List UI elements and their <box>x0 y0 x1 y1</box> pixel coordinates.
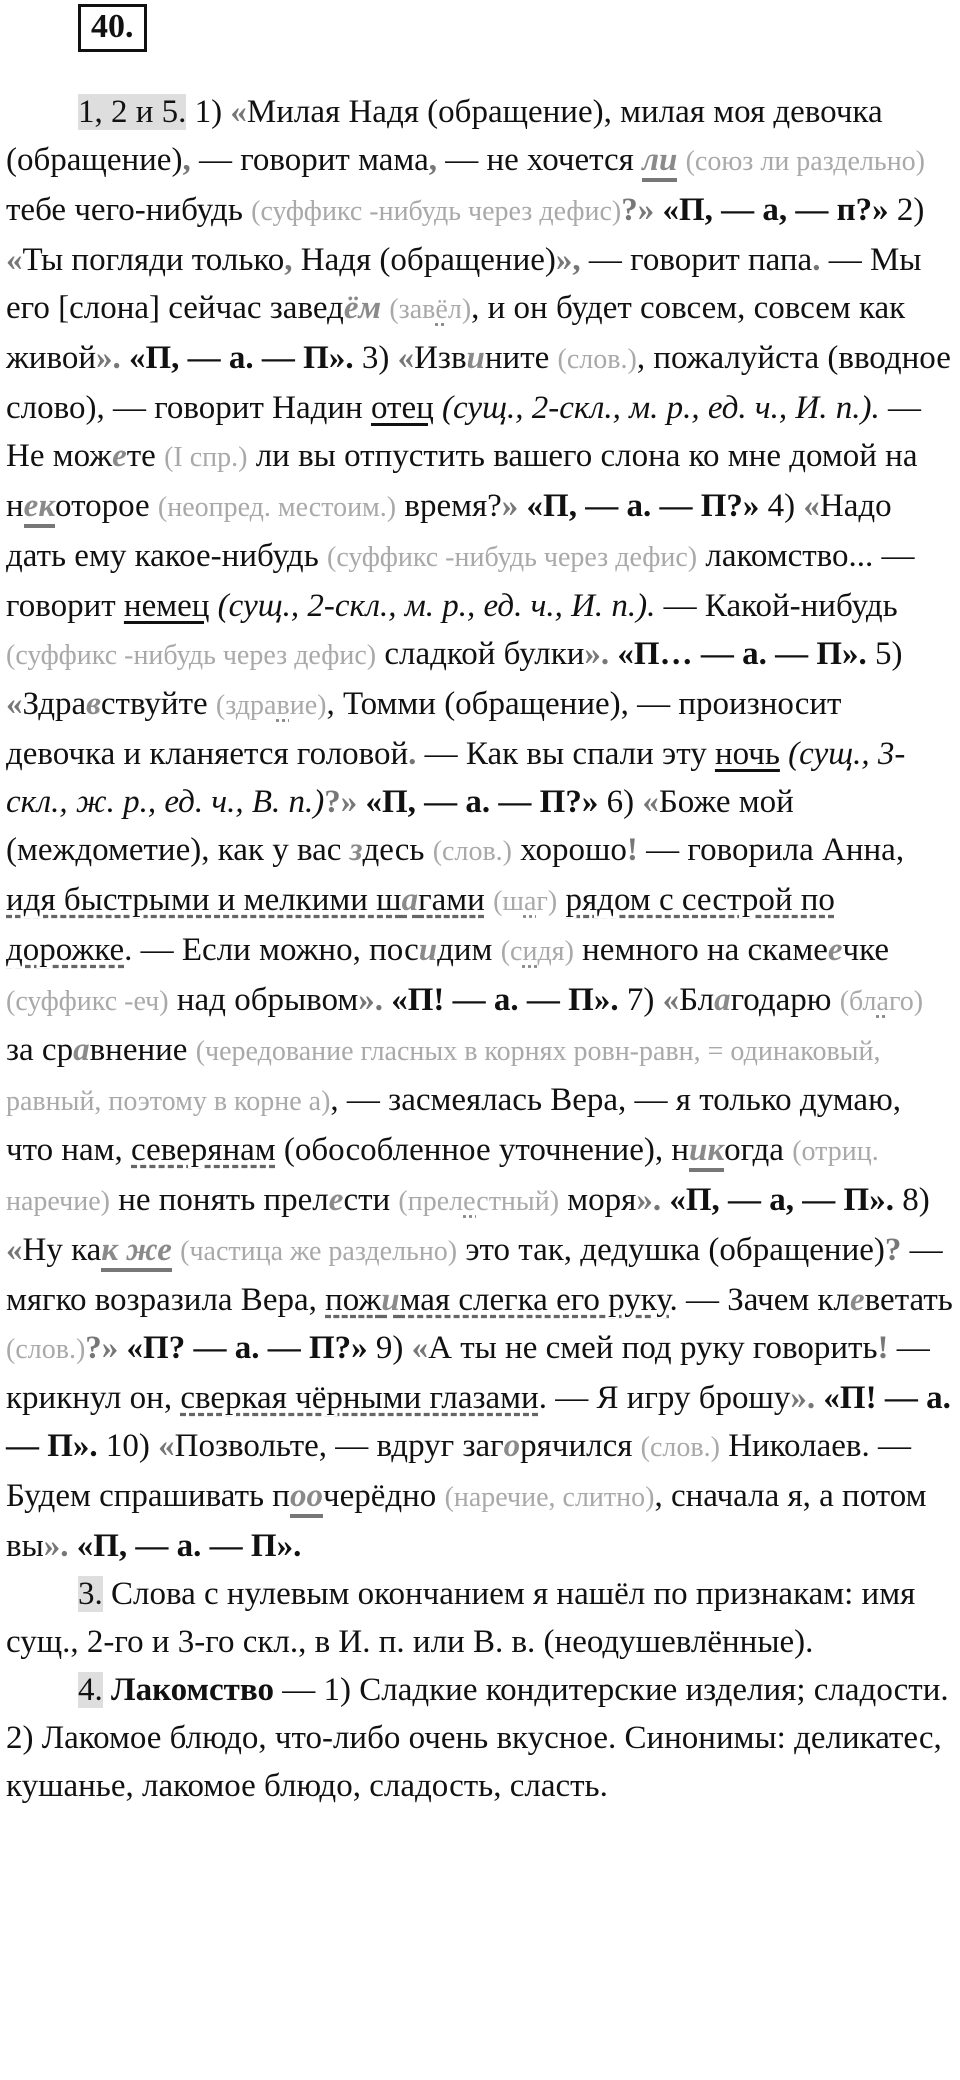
phrase-part: пож <box>325 1282 382 1318</box>
sentence-text: , сначала я, а потом вы <box>6 1478 927 1564</box>
section-label: 1, 2 и 5. <box>78 94 187 130</box>
grammar-note <box>840 986 923 1017</box>
sentence-text: — крикнул он, <box>6 1330 930 1416</box>
sentence-text: Боже мой (междометие), как у вас <box>6 784 794 868</box>
quote-mark: ». <box>636 1182 662 1218</box>
quote-mark: « <box>662 982 680 1018</box>
note-part: (с <box>500 936 523 967</box>
sentence-text: внение <box>89 1032 188 1068</box>
highlighted-letters: оо <box>290 1478 323 1518</box>
quote-mark: « <box>803 488 820 524</box>
sentence-text: оторое <box>55 488 150 524</box>
note-part: ие) <box>289 690 327 721</box>
section-label: 3. <box>78 1576 103 1612</box>
grammar-note: (союз ли раздельно) <box>685 146 926 177</box>
grammar-note: (отриц. наречие) <box>6 1136 879 1217</box>
note-letter: в <box>276 690 290 721</box>
highlighted-letters: е <box>827 932 843 968</box>
grammar-note: (слов.) <box>432 836 513 867</box>
grammar-note: (слов.) <box>640 1432 720 1463</box>
paragraph-1 <box>6 88 956 1570</box>
sentence-text: сти <box>343 1182 391 1218</box>
highlighted-letters: е <box>850 1282 865 1318</box>
grammar-note: (суффикс -нибудь через дефис) <box>6 640 377 671</box>
sentence-text: — не хочется <box>436 142 634 178</box>
quote-mark: ?» <box>621 192 655 228</box>
quote-mark: « <box>411 1330 429 1366</box>
quote-mark: ». <box>790 1380 816 1416</box>
highlighted-letters: е <box>328 1182 344 1218</box>
morphology-note: (сущ., 3-скл., ж. р., ед. ч., В. п.) <box>6 736 906 820</box>
sentence-text: ли вы отпустить вашего слона ко мне домой на н <box>6 438 918 524</box>
grammar-note: (суффикс -нибудь через дефис) <box>327 542 698 573</box>
highlighted-letters: а <box>73 1032 90 1068</box>
participle-phrase <box>6 882 485 918</box>
paragraph-3 <box>6 1570 956 1666</box>
punct-mark: , <box>428 142 437 178</box>
punct-mark: , <box>182 142 191 178</box>
sentence-text: Ну ка <box>22 1232 102 1268</box>
note-letter: ё <box>435 294 448 325</box>
sentence-text: не понять прел <box>109 1182 329 1218</box>
punctuation-scheme: «П! — а. — П». <box>391 982 619 1018</box>
phrase-part: гами <box>418 882 485 918</box>
punct-mark: ! <box>626 832 638 868</box>
note-part: дя) <box>537 936 574 967</box>
note-letter: и <box>522 936 538 967</box>
note-part: (зав <box>389 294 436 325</box>
quote-mark: « <box>397 340 415 376</box>
quote-mark: ». <box>43 1528 69 1564</box>
grammar-note: (чередование гласных в корнях ровн-равн, = одинаковый, равный, поэтому в корне а) <box>6 1036 881 1117</box>
punctuation-scheme: «П… — а. — П». <box>617 636 867 672</box>
sentence-text: годарю <box>730 982 832 1018</box>
quote-mark: ?» <box>85 1330 119 1366</box>
grammar-note: (I спр.) <box>164 442 248 473</box>
sentence-text: , Томми (обращение), — произносит девочка и кланяется головой <box>6 686 842 772</box>
paragraph-text: — 1) Сладкие кондитерские изделия; сладости. 2) Лакомое блюдо, что-либо очень вкусное. Синонимы: деликатес, кушанье, лакомое блюдо, сладость, сласть. <box>6 1672 949 1804</box>
paragraph-4 <box>6 1666 956 1810</box>
sentence-text: А ты не смей под руку говорить <box>428 1330 878 1366</box>
sentence-text: за ср <box>6 1032 74 1068</box>
sentence-text: лакомство... — говорит <box>6 538 915 624</box>
sentence-text: — Какой-нибудь <box>655 588 898 624</box>
adverbial-phrase: рядом с сестрой по дорожке <box>6 882 835 968</box>
grammar-note <box>493 886 557 917</box>
highlighted-letters: и <box>381 1282 400 1318</box>
note-letter: е <box>463 1186 477 1217</box>
grammar-note <box>398 1186 559 1217</box>
quote-mark: « <box>6 1232 23 1268</box>
highlighted-letters: и <box>418 932 438 968</box>
highlighted-letters: ли <box>642 142 677 182</box>
grammar-note: (слов.) <box>557 344 637 375</box>
sentence-number: 1) <box>194 94 223 130</box>
punctuation-scheme: «П! — а. — П». <box>6 1380 951 1464</box>
note-part: стный) <box>476 1186 560 1217</box>
sentence-text: , — засмеялась Вера, — я только думаю, что нам, <box>6 1082 901 1168</box>
quote-mark: ». <box>584 636 610 672</box>
sentence-text: . — Я игру брошу <box>538 1380 791 1416</box>
sentence-text: сладкой булки <box>376 636 585 672</box>
note-part: г) <box>536 886 558 917</box>
sentence-text: хорошо <box>512 832 627 868</box>
grammar-note <box>389 294 471 325</box>
highlighted-letters: е <box>112 438 127 474</box>
sentence-text: дим <box>437 932 493 968</box>
sentence-text: Надя (обращение) <box>292 242 556 278</box>
punct-mark: . <box>408 736 417 772</box>
underlined-noun: отец <box>370 390 434 426</box>
sentence-text: Ты погляди только <box>22 242 285 278</box>
quote-mark: ». <box>95 340 121 376</box>
sentence-number: 4) <box>767 488 796 524</box>
grammar-note: (суффикс -нибудь через дефис) <box>251 196 622 227</box>
sentence-text: ните <box>484 340 550 376</box>
sentence-text: Позвольте, — вдруг заг <box>174 1428 504 1464</box>
sentence-text: — Мы его [слона] сейчас завед <box>6 242 922 326</box>
highlighted-letters: о <box>503 1428 521 1464</box>
adverbial-phrase: сверкая чёрными глазами <box>180 1380 539 1416</box>
sentence-text: те <box>126 438 156 474</box>
highlighted-letters: а <box>401 882 419 918</box>
sentence-text: это так, дедушка (обращение) <box>457 1232 885 1268</box>
sentence-text: рячился <box>520 1428 633 1464</box>
sentence-text: немного на скаме <box>573 932 828 968</box>
sentence-text: Здра <box>22 686 87 722</box>
punctuation-scheme: «П, — а. — П?» <box>365 784 599 820</box>
sentence-number: 8) <box>902 1182 930 1218</box>
sentence-text: ветать <box>864 1282 953 1318</box>
sentence-number: 5) <box>875 636 903 672</box>
grammar-note <box>501 936 574 967</box>
highlighted-letters: в <box>86 686 101 722</box>
highlighted-letters: а <box>714 982 731 1018</box>
sentence-text: — Не мож <box>6 390 921 474</box>
punct-mark: , <box>284 242 293 278</box>
sentence-number: 9) <box>375 1330 404 1366</box>
defined-word: Лакомство <box>111 1672 274 1708</box>
underlined-noun: немец <box>123 588 210 624</box>
grammar-note <box>216 690 327 721</box>
answer-text <box>6 88 956 1810</box>
sentence-text: — говорит мама <box>190 142 429 178</box>
sentence-number: 6) <box>606 784 635 820</box>
sentence-text: , и он будет совсем, совсем как живой <box>6 290 906 376</box>
note-part: (ш <box>493 886 524 917</box>
quote-mark: « <box>6 686 23 722</box>
sentence-text: тебе чего-нибудь <box>6 192 243 228</box>
space <box>634 142 642 178</box>
sentence-text: . — Если можно, пос <box>124 932 419 968</box>
note-part: (бл <box>839 986 877 1017</box>
punctuation-scheme: «П, — а, — п?» <box>662 192 889 228</box>
section-label: 4. <box>78 1672 103 1708</box>
highlighted-letters: ём <box>343 290 382 326</box>
punctuation-scheme: «П, — а. — П?» <box>526 488 760 524</box>
sentence-text: — мягко возразила Вера, <box>6 1232 943 1318</box>
quote-mark: « <box>230 94 247 130</box>
exercise-number: 40. <box>78 4 147 52</box>
quote-mark: » <box>501 488 519 524</box>
sentence-text: — говорит папа <box>580 242 813 278</box>
grammar-note: (неопред. местоим.) <box>157 492 397 523</box>
phrase-part: мая слегка его руку <box>399 1282 670 1318</box>
highlighted-letters: к же <box>101 1232 172 1272</box>
highlighted-letters: ек <box>24 488 55 528</box>
highlighted-letters: и <box>466 340 485 376</box>
grammar-note: (частица же раздельно) <box>180 1236 458 1267</box>
phrase-part: идя быстрыми и мелкими ш <box>6 882 402 918</box>
highlighted-letters: з <box>349 832 363 868</box>
morphology-note: (сущ., 2-скл., м. р., ед. ч., И. п.). <box>217 588 656 624</box>
note-part: го) <box>888 986 924 1017</box>
highlighted-letters: ик <box>689 1132 724 1172</box>
punct-mark: », <box>555 242 581 278</box>
sentence-text: огда <box>724 1132 784 1168</box>
sentence-text: Николаев. — Будем спрашивать п <box>6 1428 911 1514</box>
sentence-text: (обособленное уточнение), н <box>275 1132 689 1168</box>
morphology-note: (сущ., 2-скл., м. р., ед. ч., И. п.). <box>442 390 880 426</box>
quote-mark: « <box>158 1428 175 1464</box>
grammar-note: (слов.) <box>6 1334 86 1365</box>
sentence-text: , — говорит Надин <box>96 390 363 426</box>
note-part: л) <box>447 294 472 325</box>
quote-mark: « <box>642 784 659 820</box>
paragraph-text: Слова с нулевым окончанием я нашёл по признакам: имя сущ., 2-го и 3-го скл., в И. п. или В. в. (неодушевлённые). <box>6 1576 916 1660</box>
sentence-text: ствуйте <box>100 686 208 722</box>
apposition-word: северянам <box>131 1132 276 1168</box>
grammar-note: (наречие, слитно) <box>444 1482 655 1513</box>
sentence-text: Надо дать ему какое-нибудь <box>6 488 892 574</box>
punct-mark: ! <box>877 1330 889 1366</box>
punct-mark: . <box>812 242 821 278</box>
note-letter: а <box>876 986 889 1017</box>
sentence-text: , пожалуйста (вводное слово) <box>6 340 951 426</box>
sentence-text: Милая Надя (обращение), милая моя девочка (обращение) <box>6 94 883 178</box>
punct-mark: ? <box>884 1232 902 1268</box>
grammar-note: (суффикс -еч) <box>6 986 169 1017</box>
quote-mark: « <box>6 242 23 278</box>
note-part: (прел <box>398 1186 464 1217</box>
punctuation-scheme: «П, — а. — П». <box>76 1528 302 1564</box>
sentence-text: черёдно <box>322 1478 437 1514</box>
sentence-text: десь <box>362 832 425 868</box>
note-part: (здра <box>215 690 277 721</box>
underlined-noun: ночь <box>714 736 780 772</box>
sentence-text: . — Зачем кл <box>669 1282 851 1318</box>
sentence-number: 3) <box>361 340 390 376</box>
quote-mark: ». <box>358 982 384 1018</box>
sentence-text: Бл <box>679 982 715 1018</box>
sentence-number: 2) <box>896 192 925 228</box>
sentence-text: время? <box>396 488 502 524</box>
adverbial-phrase <box>325 1282 669 1318</box>
note-letter: а <box>523 886 537 917</box>
punctuation-scheme: «П, — а, — П». <box>669 1182 894 1218</box>
sentence-text: чке <box>842 932 889 968</box>
punctuation-scheme: «П? — а. — П?» <box>126 1330 368 1366</box>
sentence-number: 7) <box>626 982 655 1018</box>
punctuation-scheme: «П, — а. — П». <box>128 340 354 376</box>
sentence-text: Изв <box>414 340 467 376</box>
quote-mark: ?» <box>324 784 358 820</box>
sentence-number: 10) <box>105 1428 150 1464</box>
sentence-text: над обрывом <box>168 982 359 1018</box>
sentence-text: моря <box>559 1182 637 1218</box>
sentence-text: — говорила Анна, <box>637 832 905 868</box>
sentence-text: — Как вы спали эту <box>416 736 707 772</box>
